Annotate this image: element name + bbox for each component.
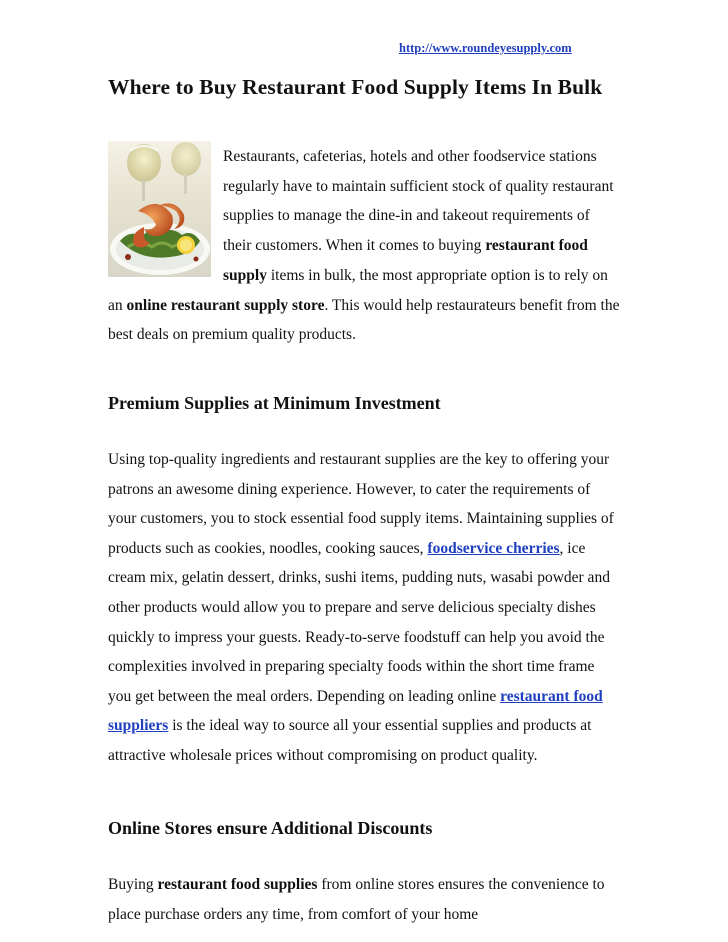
- intro-text-3: . This would help restaurateurs benefit from the best deals on premium quality products.: [108, 296, 620, 344]
- intro-text-2: items in bulk, the most appropriate option is to rely on an: [108, 266, 608, 314]
- section2-paragraph: [108, 870, 620, 929]
- intro-text-1: Restaurants, cafeterias, hotels and other foodservice stations regularly have to maintain sufficient stock of quality restaurant supplies to manage the dine-in and takeout requirements of their customers. When it comes to buying: [223, 148, 614, 255]
- section1-paragraph: [108, 445, 620, 771]
- header-url-link[interactable]: http://www.roundeyesupply.com: [399, 41, 572, 55]
- intro-paragraph: [108, 142, 620, 350]
- section-heading-online-stores: Online Stores ensure Additional Discounts: [108, 818, 433, 838]
- restaurant-food-suppliers-link[interactable]: restaurant food suppliers: [108, 687, 603, 735]
- section2-text-2: from online stores ensures the convenience to place purchase orders any time, from comfort of your home: [108, 876, 605, 923]
- keyword-restaurant-food-supply: restaurant food supply: [223, 237, 588, 284]
- foodservice-cherries-link[interactable]: foodservice cherries: [427, 539, 560, 557]
- section-heading-premium-supplies: Premium Supplies at Minimum Investment: [108, 393, 441, 413]
- section2-text-1: Buying: [108, 876, 158, 893]
- keyword-restaurant-food-supplies: restaurant food supplies: [157, 876, 318, 893]
- page-title: Where to Buy Restaurant Food Supply Items In Bulk: [108, 75, 603, 99]
- section1-text-1: Using top-quality ingredients and restaurant supplies are the key to offering your patrons an awesome dining experience. However, to cater the requirements of your customers, you to stock essential food supply items. Maintaining supplies of products such as cookies, noodles, cooking sauces,: [108, 451, 614, 557]
- section1-text-2: , ice cream mix, gelatin dessert, drinks, sushi items, pudding nuts, wasabi powder and other products would allow you to prepare and serve delicious specialty dishes quickly to impress your guests. Ready-to-serve foodstuff can help you avoid the complexities involved in preparing specialty foods within the short time frame you get between the meal orders. Depending on leading online: [108, 539, 610, 705]
- keyword-online-restaurant-supply-store: online restaurant supply store: [126, 296, 325, 314]
- section1-text-3: is the ideal way to source all your essential supplies and products at attractive wholesale prices without compromising on product quality.: [108, 717, 592, 764]
